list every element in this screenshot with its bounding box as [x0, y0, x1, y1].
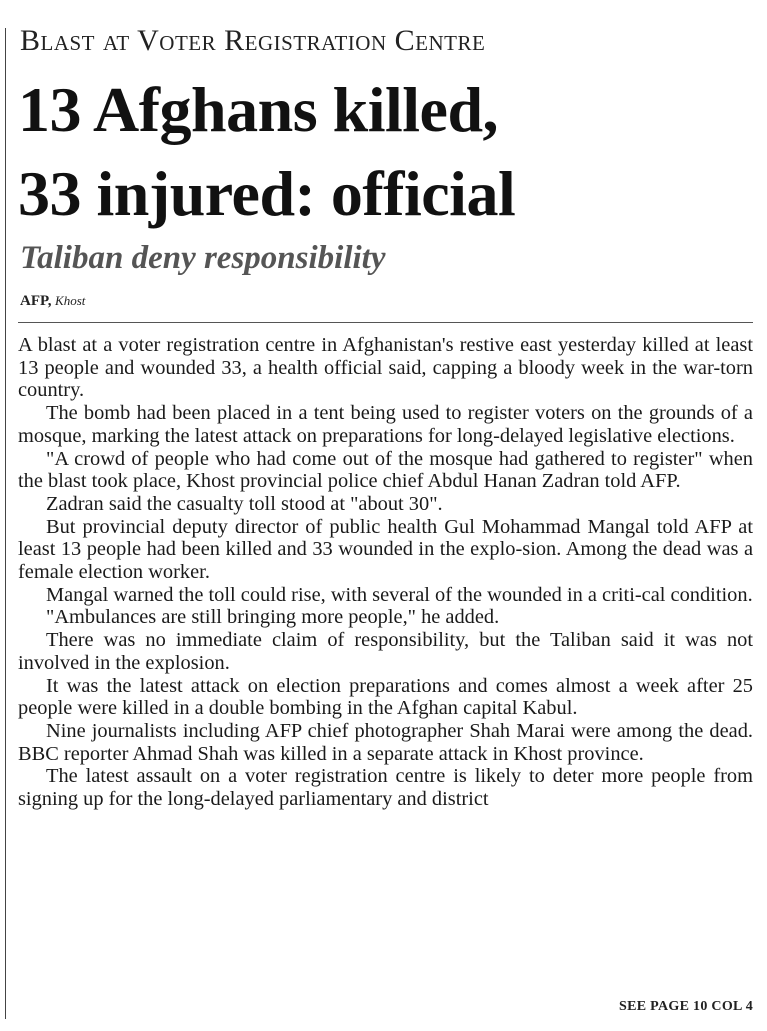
- byline-agency: AFP,: [20, 293, 52, 309]
- byline-place: Khost: [55, 293, 86, 308]
- paragraph: There was no immediate claim of responsibility, but the Taliban said it was not involved in the explosion.: [18, 629, 753, 674]
- subheadline: Taliban deny responsibility: [20, 240, 386, 276]
- byline: [20, 293, 85, 310]
- continuation-note: SEE PAGE 10 COL 4: [619, 999, 753, 1014]
- paragraph: Nine journalists including AFP chief photographer Shah Marai were among the dead. BBC reporter Ahmad Shah was killed in a separate attack in Khost province.: [18, 719, 753, 765]
- paragraph: "A crowd of people who had come out of the mosque had gathered to register" when the blast took place, Khost provincial police chief Abdul Hanan Zadran told AFP.: [18, 447, 753, 493]
- paragraph: The latest assault on a voter registration centre is likely to deter more people from signing up for the long-delayed parliamentary and district: [18, 765, 753, 811]
- paragraph: It was the latest attack on election preparations and comes almost a week after 25 people were killed in a double bombing in the Afghan capital Kabul.: [18, 674, 753, 720]
- paragraph: "Ambulances are still bringing more people," he added.: [46, 606, 500, 629]
- headline: [18, 68, 515, 236]
- paragraph: Mangal warned the toll could rise, with several of the wounded in a criti-cal condition.: [46, 583, 753, 606]
- paragraph: But provincial deputy director of public health Gul Mohammad Mangal told AFP at least 13 people had been killed and 33 wounded in the explo-sion. Among the dead was a female election worker.: [18, 515, 753, 584]
- paragraph: The bomb had been placed in a tent being used to register voters on the grounds of a mosque, marking the latest attack on preparations for long-delayed legislative elections.: [18, 402, 753, 447]
- headline-line-1: 13 Afghans killed,: [18, 74, 499, 145]
- paragraph: Zadran said the casualty toll stood at "about 30".: [46, 492, 443, 515]
- headline-line-2: 33 injured: official: [18, 158, 516, 229]
- kicker-title: Blast at Voter Registration Centre: [20, 24, 486, 57]
- column-rule: [5, 28, 6, 1019]
- article-body: [18, 334, 753, 811]
- divider: [18, 322, 753, 323]
- paragraph: A blast at a voter registration centre in Afghanistan's restive east yesterday killed at least 13 people and wounded 33, a health official said, capping a bloody week in the war-torn country.: [18, 334, 753, 402]
